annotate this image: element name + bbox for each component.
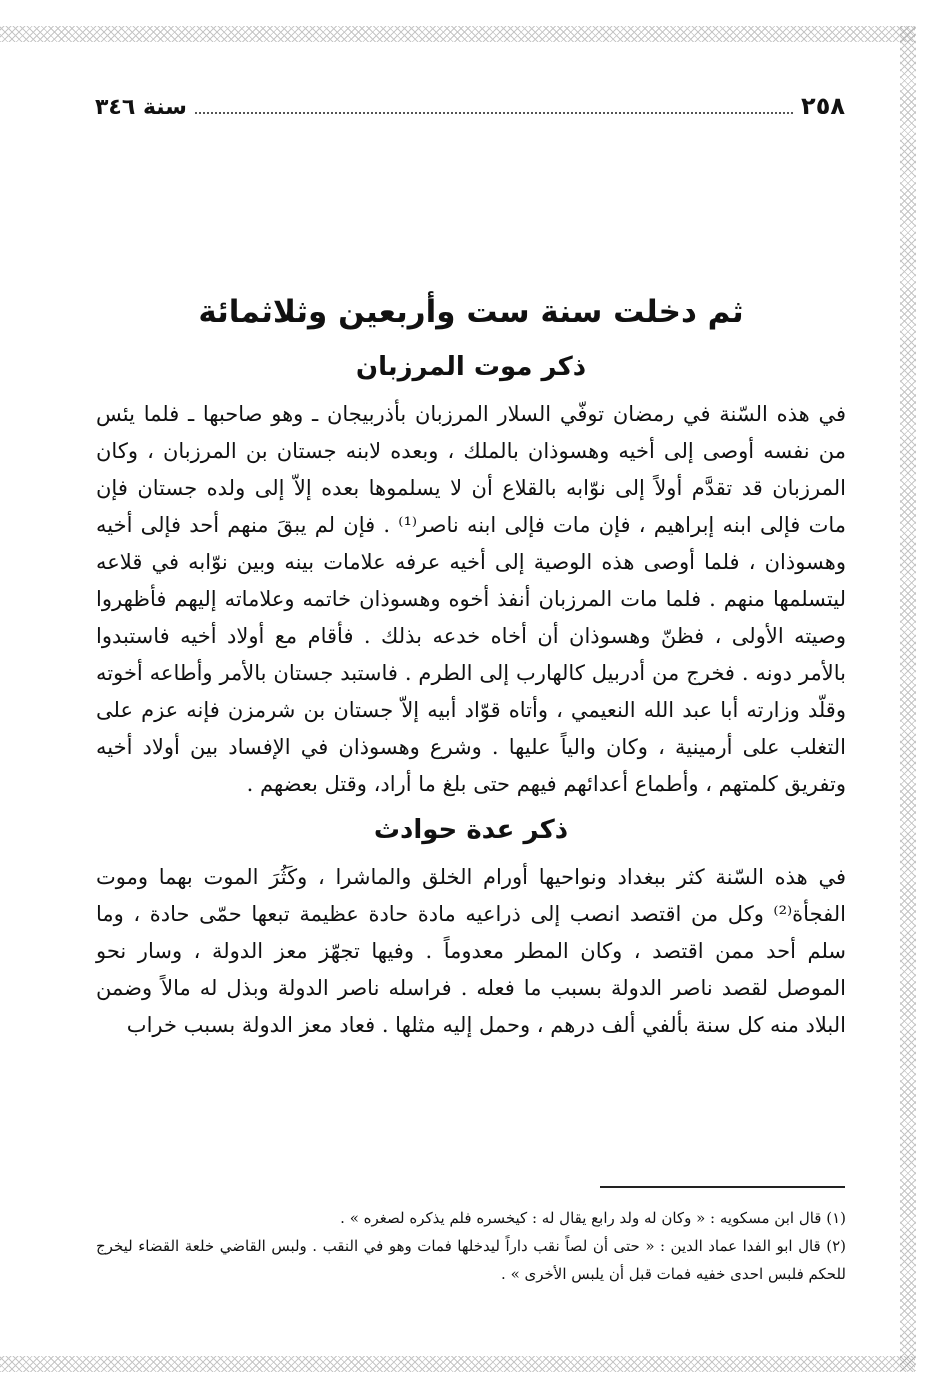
section-title-events: ذكر عدة حوادث [373, 815, 569, 845]
running-header [95, 92, 845, 126]
footnote-1: (١) قال ابن مسكويه : « وكان له ولد رابع يقال له : كيخسره فلم يذكره لصغره » . [340, 1209, 846, 1227]
footnote-separator [600, 1186, 845, 1188]
section-title-death-of-marzuban: ذكر موت المرزبان [355, 352, 587, 382]
page-content [96, 290, 846, 1052]
decorative-border-right [900, 26, 916, 1371]
footnotes [96, 1204, 846, 1288]
decorative-border-top [0, 26, 915, 42]
decorative-border-bottom [0, 1356, 915, 1372]
chapter-title: ثم دخلت سنة ست وأربعين وثلاثمائة [198, 294, 744, 330]
header-dotted-leader [195, 94, 793, 114]
section-paragraph: في هذه السّنة في رمضان توفّي السلار المرزبان بأذربيجان ـ وهو صاحبها ـ فلما يئس من نفسه أوصى إلى أخيه وهسوذان بالملك ، وبعده لابنه جستان بن المرزبان ، وكان المرزبان قد تقدَّم أولاً إلى نوّابه بالقلاع أن لا يسلموها بعده إلاّ إلى ولده جستان فإن مات فإلى ابنه إبراهيم ، فإن مات فإلى ابنه ناصر⁽¹⁾ . فإن لم يبقَ منهم أحد فإلى أخيه وهسوذان ، فلما أوصى هذه الوصية إلى أخيه عرفه علامات بينه وبين نوّابه في قلاعه ليتسلمها منهم . فلما مات المرزبان أنفذ أخوه وهسوذان خاتمه وعلاماته إليهم فأظهروا وصيته الأولى ، فظنّ وهسوذان أن أخاه خدعه بذلك . فأقام مع أولاد أخيه فاستبدوا بالأمر دونه . فخرج من أدربيل كالهارب إلى الطرم . فاستبد جستان بالأمر وأطاعه أخوته وقلّد وزارته أبا عبد الله النعيمي ، وأتاه قوّاد أبيه إلاّ جستان بن شرمزن فإنه عزم على التغلب على أرمينية ، وكان والياً عليها . وشرع وهسوذان في الإفساد بين أولاد أخيه وتفريق كلمتهم ، وأطماع أعدائهم فيهم حتى بلغ ما أراد، وقتل بعضهم . [96, 402, 846, 796]
running-title: سنة ٣٤٦ [95, 95, 187, 120]
section-paragraph: في هذه السّنة كثر ببغداد ونواحيها أورام الخلق والماشرا ، وكَثُرَ الموت بهما وموت الفجأة⁽²⁾ وكل من اقتصد انصب إلى ذراعيه مادة حادة عظيمة تبعها حمّى حادة ، وما سلم أحد ممن اقتصد ، وكان المطر معدوماً . وفيها تجهّز معز الدولة ، وسار نحو الموصل لقصد ناصر الدولة بسبب ما فعله . فراسله ناصر الدولة وبذل له مالاً وضمن البلاد منه كل سنة بألفي ألف درهم ، وحمل إليه مثلها . فعاد معز الدولة بسبب خراب [96, 865, 846, 1037]
footnote-2: (٢) قال ابو الفدا عماد الدين : « حتى أن لصاً نقب داراً ليدخلها فمات وهو في النقب . ولبس القاضي خلعة القضاء ليخرج للحكم فلبس احدى خفيه فمات قبل أن يلبس الأخرى » . [96, 1237, 846, 1283]
page-number: ٢٥٨ [801, 92, 845, 120]
